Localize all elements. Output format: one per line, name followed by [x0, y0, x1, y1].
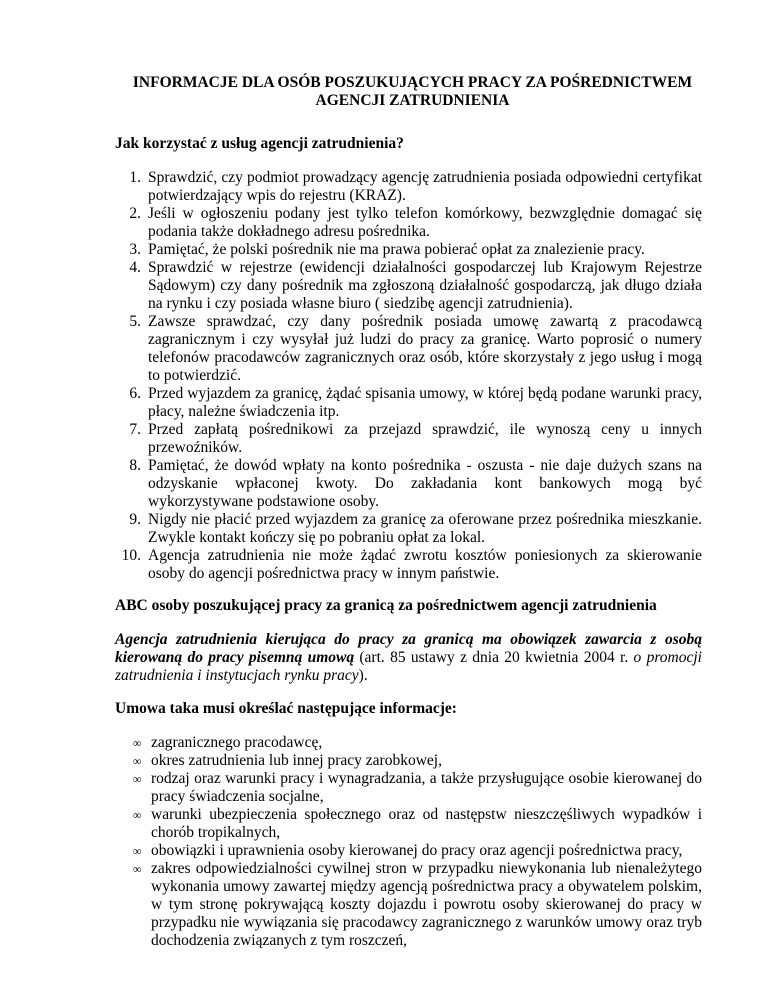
item-number: 2. [129, 205, 141, 222]
item-text: Agencja zatrudnienia nie może żądać zwrotu kosztów poniesionych za skierowanie osoby do agencji pośrednictwa pracy w innym państwie. [148, 547, 702, 582]
item-text: rodzaj oraz warunki pracy i wynagradzania, a także przysługujące osobie kierowanej do pracy świadczenia socjalne, [151, 770, 702, 805]
list-item [115, 259, 702, 313]
item-text: okres zatrudnienia lub innej pracy zarobkowej, [151, 752, 442, 769]
infinity-bullet-icon: ∞ [133, 808, 142, 822]
item-text: Nigdy nie płacić przed wyjazdem za granicę za oferowane przez pośrednika mieszkanie. Zwykle kontakt kończy się po pobraniu opłat za lokal. [148, 511, 702, 546]
legal-paragraph [115, 631, 702, 685]
item-text: Przed zapłatą pośrednikowi za przejazd sprawdzić, ile wynoszą ceny u innych przewoźników. [148, 421, 702, 456]
list-item [115, 313, 702, 385]
item-number: 7. [129, 421, 141, 438]
item-text: warunki ubezpieczenia społecznego oraz od następstw nieszczęśliwych wypadków i chorób tropikalnych, [151, 806, 702, 841]
item-text: Przed wyjazdem za granicę, żądać spisania umowy, w której będą podane warunki pracy, płacy, należne świadczenia itp. [148, 385, 702, 420]
list-item [115, 511, 702, 547]
item-number: 5. [129, 313, 141, 330]
infinity-bullet-icon: ∞ [133, 772, 142, 786]
abc-heading: ABC osoby poszukującej pracy za granicą za pośrednictwem agencji zatrudnienia [115, 597, 657, 614]
list-item [115, 205, 702, 241]
list-item [115, 421, 702, 457]
item-number: 1. [129, 169, 141, 186]
list-item [115, 842, 702, 860]
list-item [115, 385, 702, 421]
item-text: Sprawdzić, czy podmiot prowadzący agencję zatrudnienia posiada odpowiedni certyfikat potwierdzający wpis do rejestru (KRAZ). [148, 169, 702, 204]
infinity-bullet-icon: ∞ [133, 862, 142, 876]
item-text: zagranicznego pracodawcę, [151, 734, 323, 751]
item-text: zakres odpowiedzialności cywilnej stron w przypadku niewykonania lub nienależytego wykonania umowy zawartej między agencją pośrednictwa pracy a obywatelem polskim, w tym stronę pokrywającą koszty dojazdu i powrotu osoby skierowanej do pracy w przypadku nie wywiązania się pracodawcy zagranicznego z warunków umowy oraz tryb dochodzenia związanych z tym roszczeń, [151, 860, 702, 949]
list-item [115, 770, 702, 806]
item-text: Sprawdzić w rejestrze (ewidencji działalności gospodarczej lub Krajowym Rejestrze Sądowym) czy dany pośrednik ma zgłoszoną działalność gospodarczą, jak długo działa na rynku i czy posiada własne biuro ( siedzibę agencji zatrudnienia). [148, 259, 702, 312]
contract-heading: Umowa taka musi określać następujące informacje: [115, 700, 457, 717]
contract-items-list [115, 734, 702, 950]
item-number: 4. [129, 259, 141, 276]
item-text: Zawsze sprawdzać, czy dany pośrednik posiada umowę zawartą z pracodawcą zagranicznym i czy wysyłał już ludzi do pracy za granicę. Warto poprosić o numery telefonów pracodawców zagranicznych oraz osób, które skorzystały z jego usług i mogą to potwierdzić. [148, 313, 702, 384]
list-item [115, 734, 702, 752]
item-number: 8. [129, 457, 141, 474]
list-item [115, 241, 702, 259]
infinity-bullet-icon: ∞ [133, 736, 142, 750]
legal-bold-italic: Agencja zatrudnienia kierująca do pracy za granicą ma obowiązek zawarcia z osobą kierowaną do pracy pisemną umową [115, 630, 702, 666]
legal-normal-2: ). [358, 666, 368, 684]
legal-normal-1: (art. 85 ustawy z dnia 20 kwietnia 2004 r. [354, 648, 634, 666]
item-text: Jeśli w ogłoszeniu podany jest tylko telefon komórkowy, bezwzględnie domagać się podania także dokładnego adresu pośrednika. [148, 205, 702, 240]
legal-italic: o promocji zatrudnienia i instytucjach rynku pracy [115, 648, 702, 684]
item-number: 10. [121, 547, 141, 564]
title-line-2: AGENCJI ZATRUDNIENIA [315, 92, 510, 109]
list-item [115, 860, 702, 950]
infinity-bullet-icon: ∞ [133, 844, 142, 858]
list-item [115, 547, 702, 583]
item-number: 3. [129, 241, 141, 258]
how-to-heading: Jak korzystać z usług agencji zatrudnienia? [115, 135, 404, 152]
list-item [115, 806, 702, 842]
list-item [115, 752, 702, 770]
item-number: 9. [129, 511, 141, 528]
infinity-bullet-icon: ∞ [133, 754, 142, 768]
list-item [115, 169, 702, 205]
item-text: Pamiętać, że dowód wpłaty na konto pośrednika - oszusta - nie daje dużych szans na odzyskanie wpłaconej kwoty. Do zakładania kont bankowych mogą być wykorzystywane podstawione osoby. [148, 457, 702, 510]
item-number: 6. [129, 385, 141, 402]
title-line-1: INFORMACJE DLA OSÓB POSZUKUJĄCYCH PRACY ZA POŚREDNICTWEM [132, 74, 693, 91]
item-text: obowiązki i uprawnienia osoby kierowanej do pracy oraz agencji pośrednictwa pracy, [151, 842, 683, 859]
document-title [115, 74, 702, 110]
list-item [115, 457, 702, 511]
item-text: Pamiętać, że polski pośrednik nie ma prawa pobierać opłat za znalezienie pracy. [148, 241, 645, 258]
steps-list [115, 169, 702, 583]
